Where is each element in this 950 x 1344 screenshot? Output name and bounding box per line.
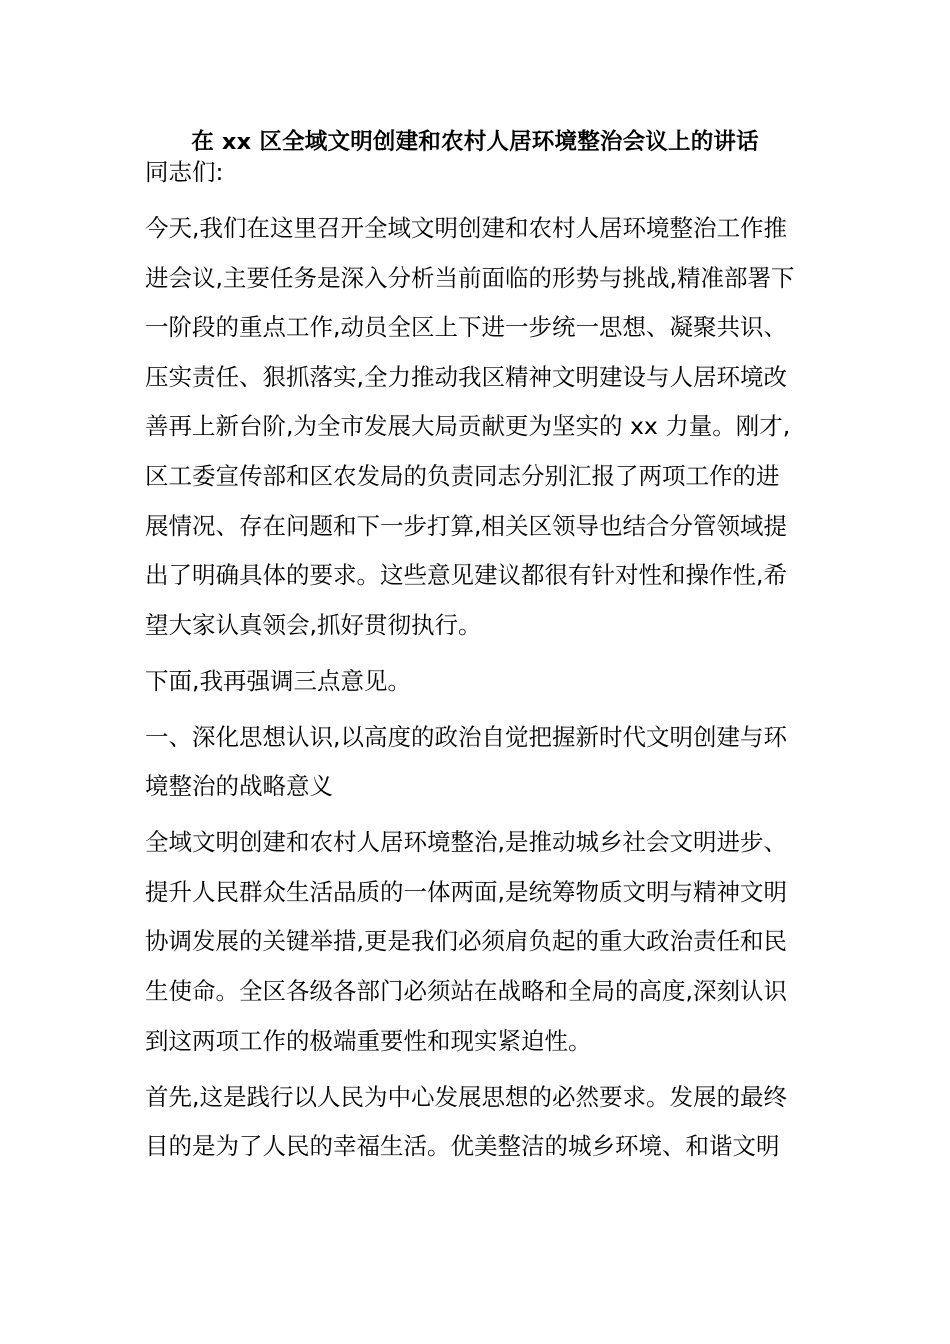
text-line: 出了明确具体的要求。这些意见建议都很有针对性和操作性,希 [145,561,787,590]
text-line: 今天,我们在这里召开全域文明创建和农村人居环境整治工作推 [145,213,787,242]
transition-paragraph [145,657,805,707]
text-line: 进会议,主要任务是深入分析当前面临的形势与挑战,精准部署下 [145,263,795,292]
text-line: 目的是为了人民的幸福生活。优美整洁的城乡环境、和谐文明 [145,1132,780,1161]
salutation-paragraph [145,148,805,198]
body-paragraph [145,818,805,1066]
text-line: 望大家认真领会,抓好贯彻执行。 [145,610,482,639]
intro-paragraph [145,204,805,650]
text-line: 提升人民群众生活品质的一体两面,是统筹物质文明与精神文明 [145,877,787,906]
text-line: 一、深化思想认识,以高度的政治自觉把握新时代文明创建与环 [145,722,787,751]
text-line: 首先,这是践行以人民为中心发展思想的必然要求。发展的最终 [145,1082,787,1111]
text-line: 到这两项工作的极端重要性和现实紧迫性。 [145,1026,592,1055]
text-line: 下面,我再强调三点意见。 [145,666,411,695]
section-heading [145,713,805,812]
text-line: 全域文明创建和农村人居环境整治,是推动城乡社会文明进步、 [145,828,787,857]
text-line: 协调发展的关键举措,更是我们必须肩负起的重大政治责任和民 [145,927,787,956]
text-line: 展情况、存在问题和下一步打算,相关区领导也结合分管领域提 [145,511,787,540]
text-line: 善再上新台阶,为全市发展大局贡献更为坚实的 xx 力量。刚才, [145,412,791,441]
text-line: 生使命。全区各级各部门必须站在战略和全局的高度,深刻认识 [145,977,787,1006]
text-line: 一阶段的重点工作,动员全区上下进一步统一思想、凝聚共识、 [145,313,787,342]
text-line: 区工委宣传部和区农发局的负责同志分别汇报了两项工作的进 [145,461,780,490]
document-title: 在 xx 区全域文明创建和农村人居环境整治会议上的讲话 [191,129,759,155]
text-line: 同志们: [145,158,224,186]
body-paragraph [145,1073,805,1172]
document-body [145,148,805,1172]
text-line: 压实责任、狠抓落实,全力推动我区精神文明建设与人居环境改 [145,362,787,391]
text-line: 境整治的战略意义 [145,772,333,801]
